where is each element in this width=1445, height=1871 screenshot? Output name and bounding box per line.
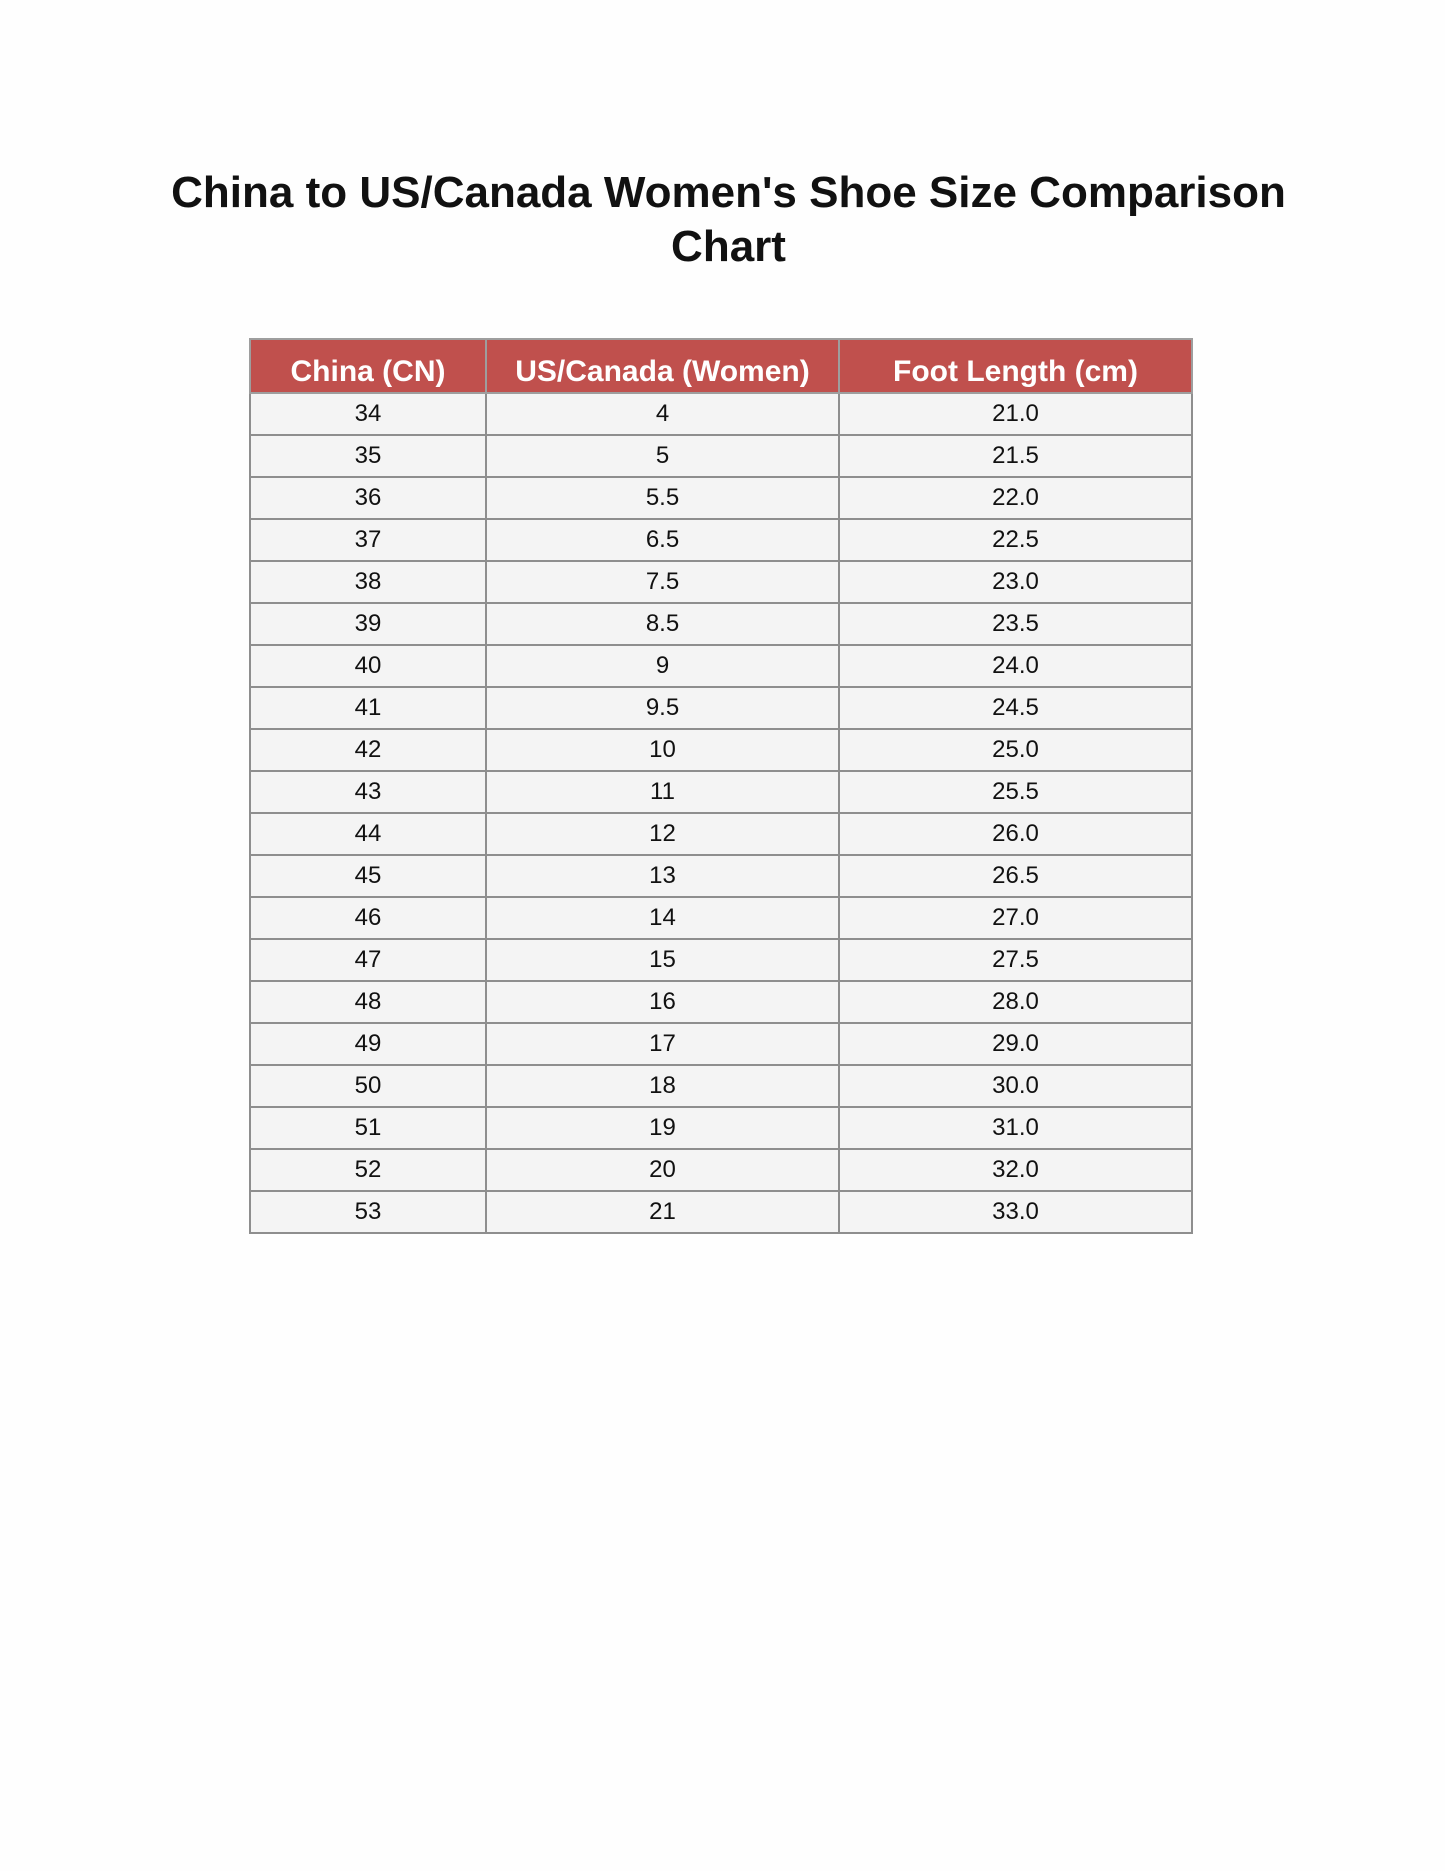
- cell-foot-length: 21.0: [839, 393, 1192, 435]
- cell-foot-length: 22.0: [839, 477, 1192, 519]
- cell-china-size: 51: [250, 1107, 486, 1149]
- cell-foot-length: 33.0: [839, 1191, 1192, 1233]
- table-row: [250, 981, 1192, 1023]
- cell-foot-length: 25.5: [839, 771, 1192, 813]
- cell-us-canada-size: 4: [486, 393, 839, 435]
- column-header-china: China (CN): [250, 339, 486, 393]
- cell-us-canada-size: 7.5: [486, 561, 839, 603]
- cell-us-canada-size: 9.5: [486, 687, 839, 729]
- cell-us-canada-size: 11: [486, 771, 839, 813]
- table-row: [250, 477, 1192, 519]
- cell-china-size: 37: [250, 519, 486, 561]
- cell-us-canada-size: 6.5: [486, 519, 839, 561]
- table-header-row: [250, 339, 1192, 393]
- table-row: [250, 1023, 1192, 1065]
- cell-china-size: 46: [250, 897, 486, 939]
- cell-foot-length: 23.0: [839, 561, 1192, 603]
- cell-us-canada-size: 10: [486, 729, 839, 771]
- cell-us-canada-size: 19: [486, 1107, 839, 1149]
- cell-china-size: 44: [250, 813, 486, 855]
- table-row: [250, 939, 1192, 981]
- table-row: [250, 813, 1192, 855]
- table-row: [250, 771, 1192, 813]
- cell-foot-length: 22.5: [839, 519, 1192, 561]
- cell-china-size: 49: [250, 1023, 486, 1065]
- table-row: [250, 729, 1192, 771]
- cell-foot-length: 27.5: [839, 939, 1192, 981]
- cell-foot-length: 21.5: [839, 435, 1192, 477]
- table-row: [250, 603, 1192, 645]
- cell-foot-length: 26.5: [839, 855, 1192, 897]
- cell-us-canada-size: 17: [486, 1023, 839, 1065]
- cell-us-canada-size: 5: [486, 435, 839, 477]
- cell-us-canada-size: 15: [486, 939, 839, 981]
- cell-china-size: 36: [250, 477, 486, 519]
- column-header-foot-length: Foot Length (cm): [839, 339, 1192, 393]
- cell-china-size: 45: [250, 855, 486, 897]
- cell-us-canada-size: 14: [486, 897, 839, 939]
- cell-foot-length: 25.0: [839, 729, 1192, 771]
- cell-china-size: 39: [250, 603, 486, 645]
- cell-china-size: 42: [250, 729, 486, 771]
- column-header-us-canada: US/Canada (Women): [486, 339, 839, 393]
- cell-china-size: 41: [250, 687, 486, 729]
- cell-foot-length: 29.0: [839, 1023, 1192, 1065]
- cell-us-canada-size: 21: [486, 1191, 839, 1233]
- table-row: [250, 687, 1192, 729]
- table-row: [250, 1065, 1192, 1107]
- cell-foot-length: 27.0: [839, 897, 1192, 939]
- cell-foot-length: 28.0: [839, 981, 1192, 1023]
- cell-china-size: 53: [250, 1191, 486, 1233]
- cell-china-size: 48: [250, 981, 486, 1023]
- cell-us-canada-size: 9: [486, 645, 839, 687]
- table-row: [250, 897, 1192, 939]
- table-row: [250, 855, 1192, 897]
- table-row: [250, 393, 1192, 435]
- cell-china-size: 35: [250, 435, 486, 477]
- table-body: [250, 393, 1192, 1233]
- table-row: [250, 561, 1192, 603]
- table-row: [250, 1107, 1192, 1149]
- table-row: [250, 435, 1192, 477]
- cell-china-size: 40: [250, 645, 486, 687]
- cell-us-canada-size: 16: [486, 981, 839, 1023]
- cell-us-canada-size: 5.5: [486, 477, 839, 519]
- cell-foot-length: 31.0: [839, 1107, 1192, 1149]
- cell-us-canada-size: 20: [486, 1149, 839, 1191]
- cell-foot-length: 30.0: [839, 1065, 1192, 1107]
- cell-foot-length: 24.0: [839, 645, 1192, 687]
- cell-foot-length: 24.5: [839, 687, 1192, 729]
- cell-us-canada-size: 13: [486, 855, 839, 897]
- cell-us-canada-size: 18: [486, 1065, 839, 1107]
- shoe-size-table: [249, 338, 1193, 1234]
- cell-china-size: 50: [250, 1065, 486, 1107]
- table-row: [250, 1191, 1192, 1233]
- table-row: [250, 645, 1192, 687]
- cell-foot-length: 26.0: [839, 813, 1192, 855]
- cell-china-size: 43: [250, 771, 486, 813]
- page-title: China to US/Canada Women's Shoe Size Comparison Chart: [171, 168, 1286, 271]
- cell-china-size: 34: [250, 393, 486, 435]
- cell-foot-length: 23.5: [839, 603, 1192, 645]
- cell-china-size: 52: [250, 1149, 486, 1191]
- table-row: [250, 1149, 1192, 1191]
- cell-us-canada-size: 12: [486, 813, 839, 855]
- cell-foot-length: 32.0: [839, 1149, 1192, 1191]
- cell-china-size: 38: [250, 561, 486, 603]
- table-row: [250, 519, 1192, 561]
- cell-us-canada-size: 8.5: [486, 603, 839, 645]
- cell-china-size: 47: [250, 939, 486, 981]
